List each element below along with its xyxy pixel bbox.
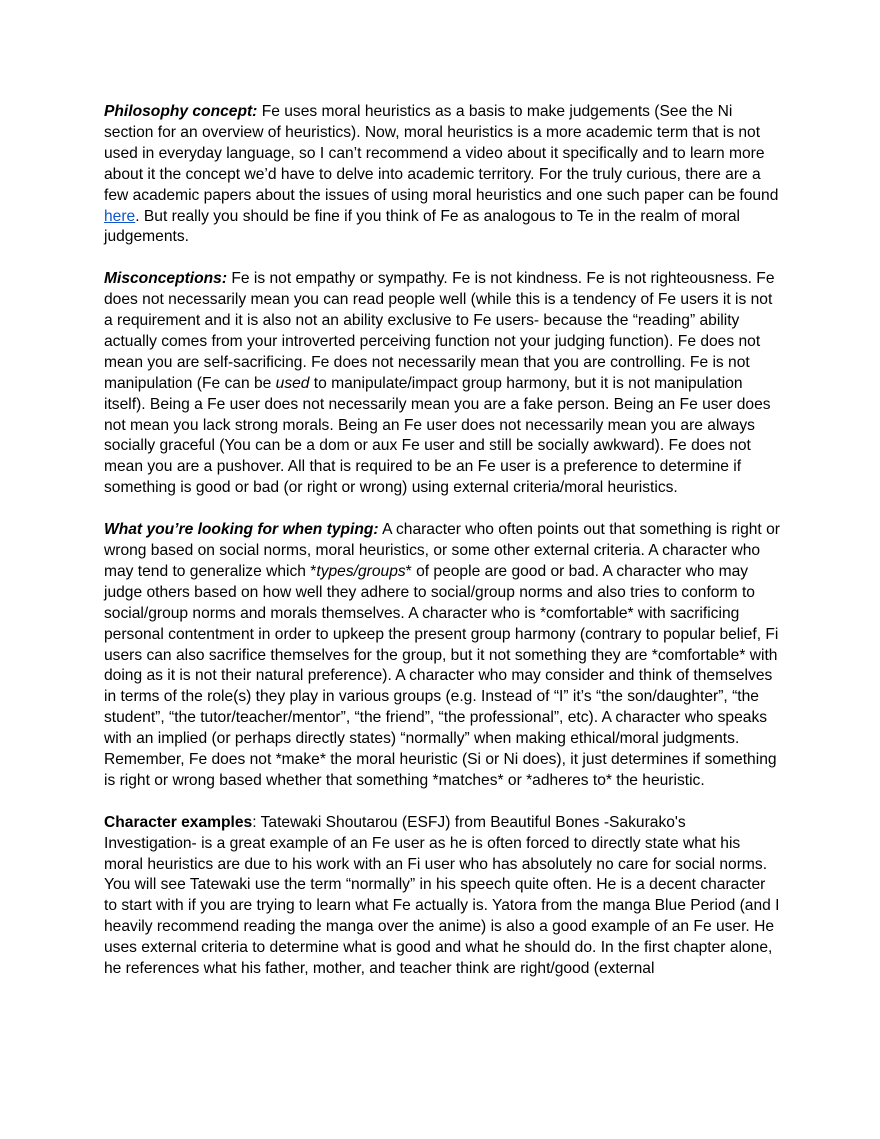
philosophy-text-1: Fe uses moral heuristics as a basis to make judgements (See the Ni section for an overview of heuristics). Now, moral heuristics is a more academic term that is not used in everyday language, so I can’t recommend a video about it specifically and to learn more about it the concept we’d have to delve into academic territory. For the truly curious, there are a few academic papers about the issues of using moral heuristics and one such paper can be found — [104, 103, 779, 204]
misconceptions-text-1: Fe is not empathy or sympathy. Fe is not kindness. Fe is not righteousness. Fe does not necessarily mean you can read people well (while this is a tendency of Fe users it is not a requirement and it is also not an ability exclusive to Fe users- because the “reading” ability actually comes from your introverted perceiving function not your judging function). Fe does not mean you are self-sacrificing. Fe does not necessarily mean that you are controlling. Fe is not manipulation (Fe can be — [104, 270, 775, 392]
examples-text-1: : Tatewaki Shoutarou (ESFJ) from Beautiful Bones -Sakurako's Investigation- is a great example of an Fe user as he is often forced to directly state what his moral heuristics are due to his work with an Fi user who has absolutely no care for social norms. You will see Tatewaki use the term “normally” in his speech quite often. He is a decent character to start with if you are trying to learn what Fe actually is. Yatora from the manga Blue Period (and I heavily recommend reading the manga over the anime) is also a good example of an Fe user. He uses external criteria to determine what is good and what he should do. In the first chapter alone, he references what his father, mother, and teacher think are right/good (external — [104, 813, 780, 978]
looking-for-emphasis: types/groups — [316, 562, 406, 580]
here-link[interactable]: here — [104, 207, 136, 225]
looking-for-label: What you’re looking for when typing: — [104, 521, 379, 539]
philosophy-text-2: . But really you should be fine if you think of Fe as analogous to Te in the realm of moral judgements. — [104, 207, 740, 246]
looking-for-text-1: A character who often points out that something is right or wrong based on social norms, moral heuristics, or some other external criteria. A character who may tend to generalize which * — [104, 521, 780, 580]
philosophy-label: Philosophy concept: — [104, 103, 258, 120]
philosophy-paragraph — [104, 102, 780, 248]
examples-label: Character examples — [104, 813, 253, 831]
looking-for-paragraph — [104, 520, 780, 792]
looking-for-text-2: * of people are good or bad. A character who may judge others based on how well they adhere to social/group norms and also tries to conform to social/group norms and morals themselves. A character who is *comfortable* with sacrificing personal contentment in order to upkeep the present group harmony (contrary to popular belief, Fi users can also sacrifice themselves for the group, but it not something they are *comfortable* with doing as it is not their natural preference). A character who may consider and think of themselves in terms of the role(s) they play in various groups (e.g. Instead of “I” it’s “the son/daughter”, “the student”, “the tutor/teacher/mentor”, “the friend”, “the professional”, etc). A character who speaks with an implied (or perhaps directly states) “normally” when making ethical/moral judgments. Remember, Fe does not *make* the moral heuristic (Si or Ni does), it just determines if something is right or wrong based whether that something *matches* or *adheres to* the heuristic. — [104, 562, 779, 789]
examples-paragraph — [104, 813, 780, 980]
misconceptions-paragraph — [104, 269, 780, 499]
document-page — [104, 102, 780, 1001]
misconceptions-text-2: to manipulate/impact group harmony, but it is not manipulation itself). Being a Fe user does not necessarily mean you are a fake person. Being an Fe user does not mean you lack strong morals. Being an Fe user does not necessarily mean you are always socially graceful (You can be a dom or aux Fe user and still be socially awkward). Fe does not mean you are a pushover. All that is required to be an Fe user is a preference to determine if something is good or bad (or right or wrong) using external criteria/moral heuristics. — [104, 374, 771, 497]
misconceptions-label: Misconceptions: — [104, 270, 228, 288]
misconceptions-emphasis: used — [275, 374, 310, 392]
